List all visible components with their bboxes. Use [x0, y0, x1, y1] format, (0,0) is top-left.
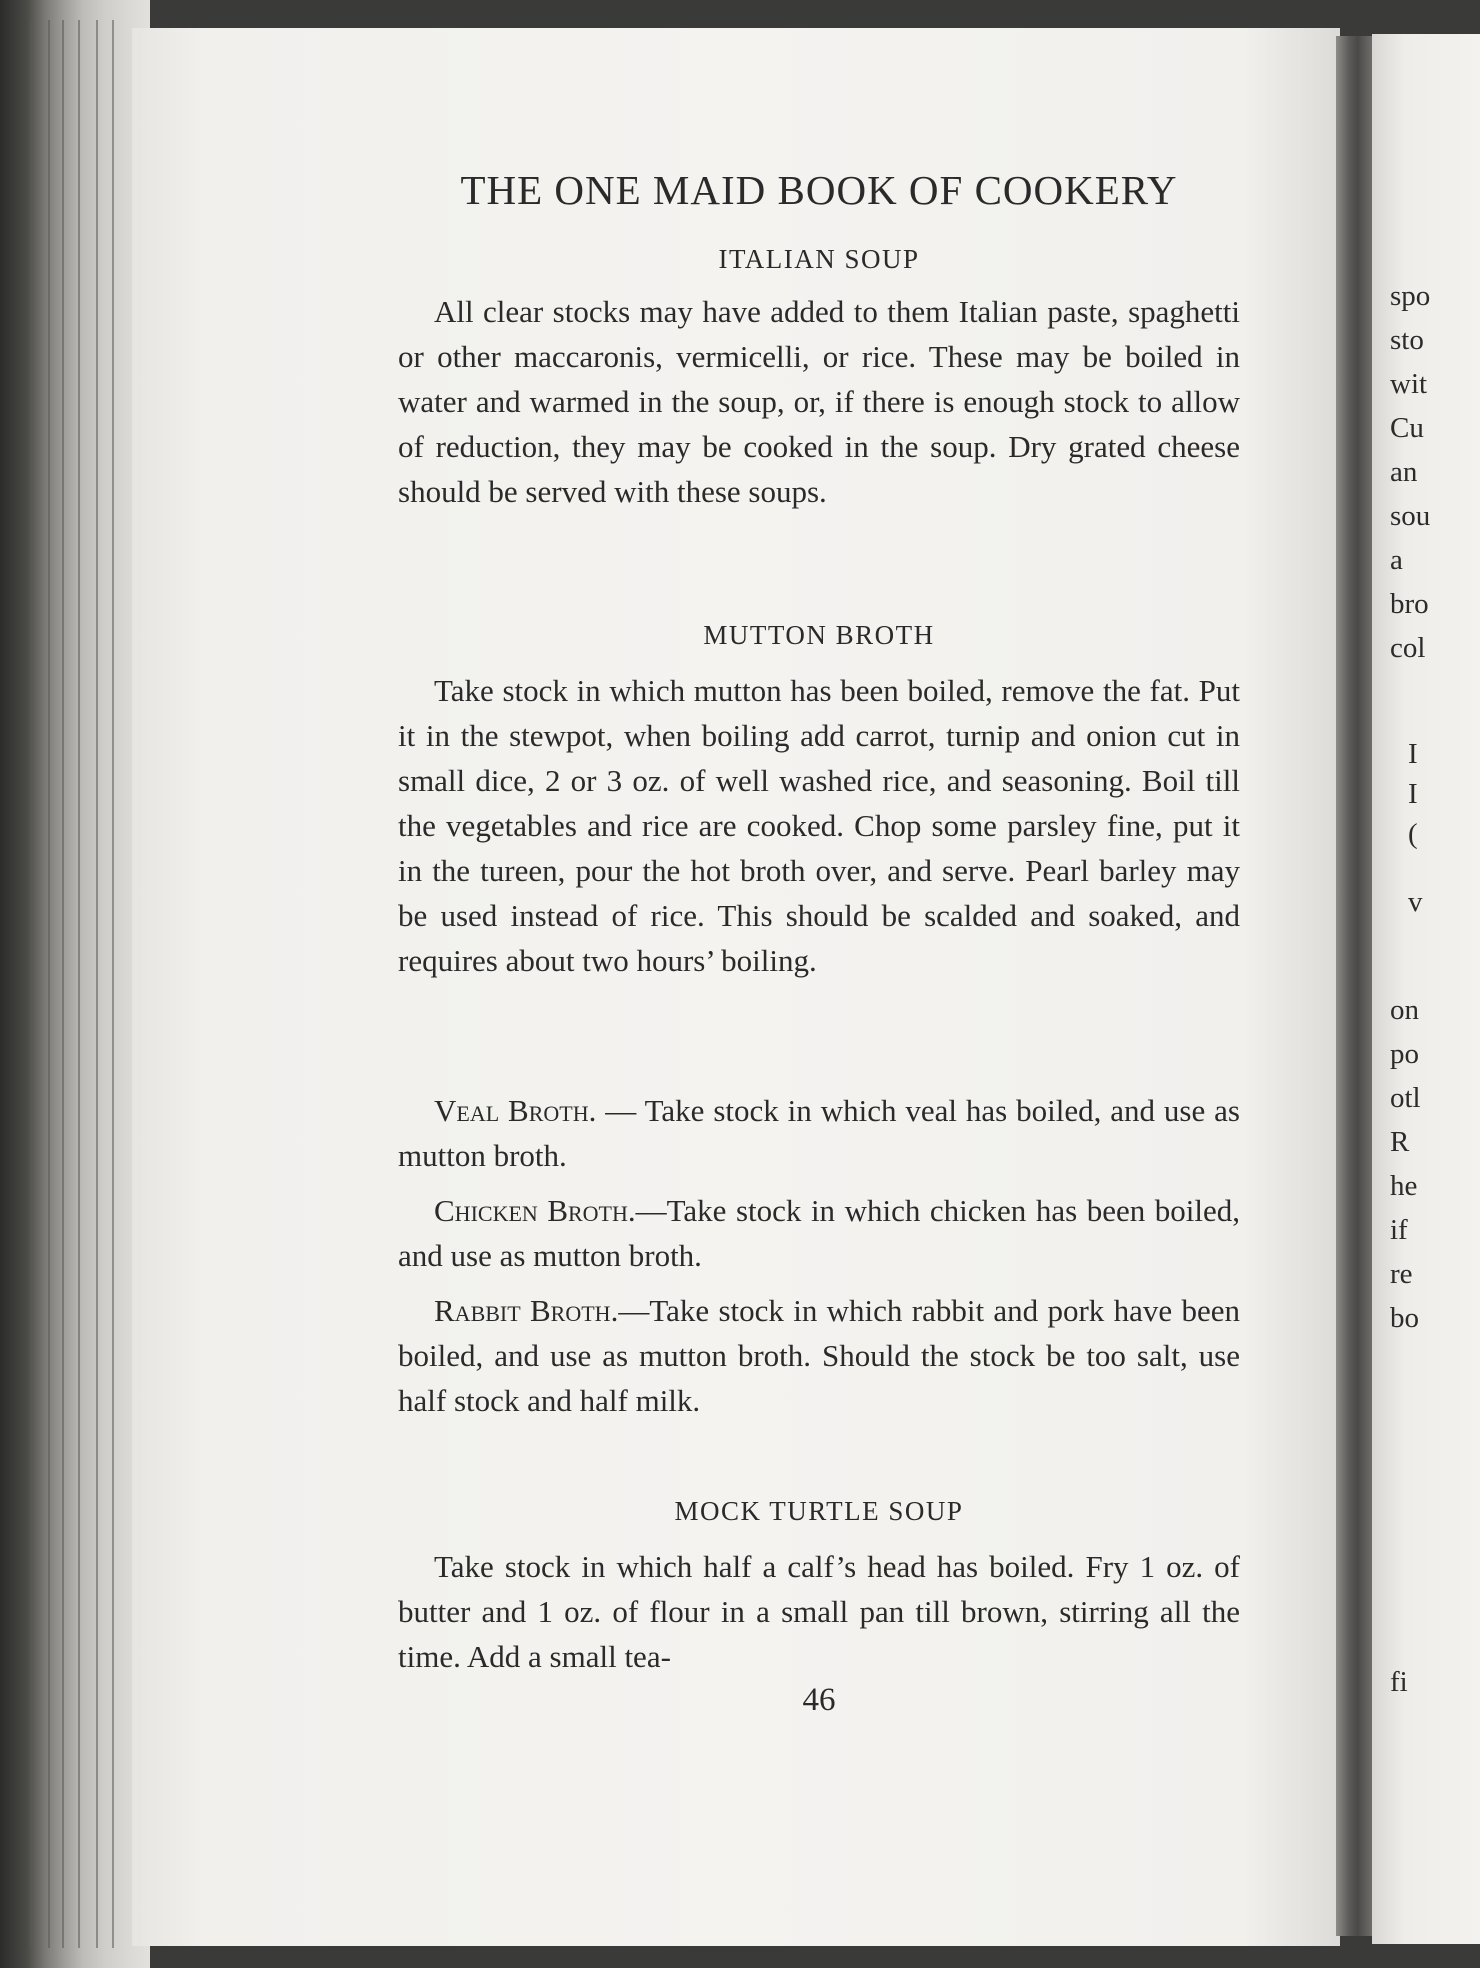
facing-fragment: col — [1390, 632, 1426, 664]
facing-fragment: bo — [1390, 1302, 1419, 1334]
section-heading: MOCK TURTLE SOUP — [674, 1496, 964, 1526]
paragraph-text: Take stock in which mutton has been boiled, remove the fat. Put it in the stewpot, when boiling add carrot, turnip and onion cut in small dice, 2 or 3 oz. of well washed rice, and seasoning. Boil till the vegetables and rice are cooked. Chop some parsley fine, put it in the tureen, pour the hot broth over, and serve. Pearl barley may be used instead of rice. This should be scalded and soaked, and requires about two hours’ boiling. — [398, 673, 1240, 978]
paragraph — [398, 1188, 1240, 1278]
paragraph-block — [398, 1544, 1240, 1679]
facing-fragment: on — [1390, 994, 1419, 1026]
facing-fragment: po — [1390, 1038, 1419, 1070]
facing-fragment: sou — [1390, 500, 1431, 532]
paragraph-text: — Take stock in which veal has boiled, and use as mutton broth. — [398, 1093, 1240, 1173]
paragraph-block — [398, 289, 1240, 514]
facing-fragment: I — [1408, 738, 1418, 770]
facing-fragment: if — [1390, 1214, 1408, 1246]
paragraph-text: Take stock in which half a calf’s head has boiled. Fry 1 oz. of butter and 1 oz. of flour in a small pan till brown, stirring all the time. Add a small tea- — [398, 1549, 1240, 1674]
paragraph-lead: Rabbit Broth. — [434, 1293, 619, 1328]
facing-fragment: wit — [1390, 368, 1428, 400]
paragraph — [398, 1544, 1240, 1679]
paragraph-text: —Take stock in which chicken has been boiled, and use as mutton broth. — [398, 1193, 1240, 1273]
paragraph-block — [398, 1188, 1240, 1278]
page-number: 46 — [802, 1682, 836, 1718]
paragraph-lead: Chicken Broth. — [434, 1193, 636, 1228]
facing-fragment: Cu — [1390, 412, 1424, 444]
facing-fragment: bro — [1390, 588, 1429, 620]
paragraph-lead: Veal Broth. — [434, 1093, 597, 1128]
paragraph-block — [398, 1288, 1240, 1423]
facing-fragment: he — [1390, 1170, 1418, 1202]
book-spine — [0, 0, 150, 1968]
paragraph-block — [398, 1088, 1240, 1178]
facing-fragment: sto — [1390, 324, 1424, 356]
facing-fragment: ( — [1408, 818, 1418, 850]
facing-fragment: re — [1390, 1258, 1413, 1290]
paragraph — [398, 1288, 1240, 1423]
paragraph — [398, 289, 1240, 514]
paragraph — [398, 668, 1240, 983]
paragraph — [398, 1088, 1240, 1178]
facing-fragment: a — [1390, 544, 1403, 576]
running-head: THE ONE MAID BOOK OF COOKERY — [460, 167, 1178, 213]
facing-fragment: an — [1390, 456, 1418, 488]
paragraph-block — [398, 668, 1240, 983]
facing-fragment: otl — [1390, 1082, 1421, 1114]
facing-fragment: I — [1408, 778, 1418, 810]
page-gutter — [1336, 36, 1372, 1936]
paragraph-text: —Take stock in which rabbit and pork have been boiled, and use as mutton broth. Should the stock be too salt, use half stock and half milk. — [398, 1293, 1240, 1418]
facing-fragment: fi — [1390, 1666, 1408, 1698]
facing-fragment: spo — [1390, 280, 1431, 312]
section-heading: MUTTON BROTH — [703, 620, 935, 650]
facing-fragment: R — [1390, 1126, 1410, 1158]
facing-fragment: v — [1408, 886, 1423, 918]
facing-page-fragment — [1372, 34, 1480, 1944]
paragraph-text: All clear stocks may have added to them Italian paste, spaghetti or other maccaronis, vermicelli, or rice. These may be boiled in water and warmed in the soup, or, if there is enough stock to allow of reduction, they may be cooked in the soup. Dry grated cheese should be served with these soups. — [398, 294, 1240, 509]
section-heading: ITALIAN SOUP — [718, 244, 920, 274]
